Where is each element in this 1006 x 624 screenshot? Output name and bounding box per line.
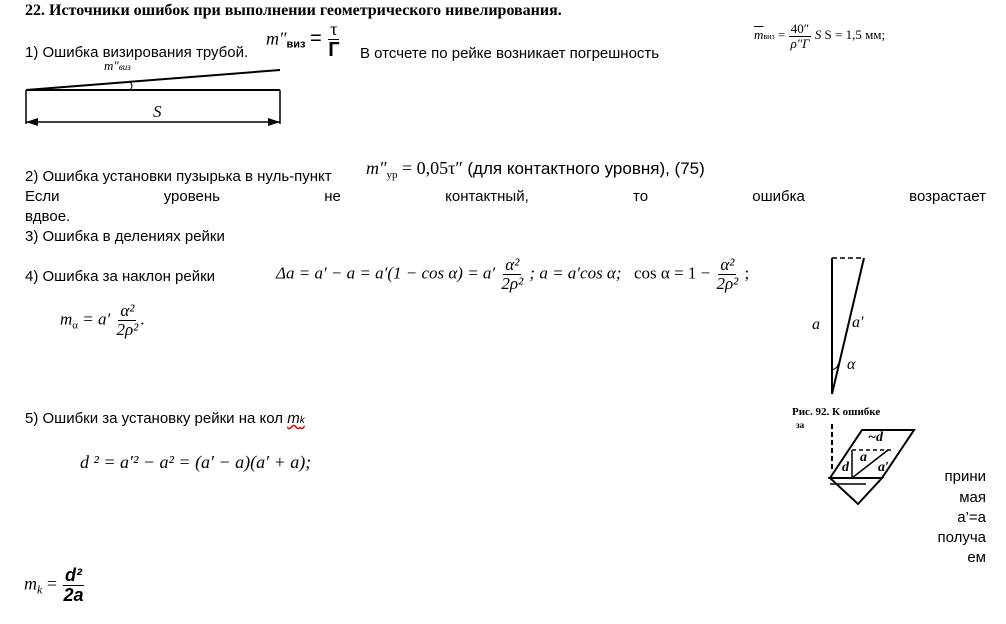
- item1-label: 1) Ошибка визирования трубой.: [25, 44, 249, 61]
- item5-formula: d ² = a′² − a² = (a′ − a)(a′ + a);: [80, 452, 312, 472]
- diagram-label-a: a: [812, 316, 820, 333]
- diagram-angle-label: m″виз: [104, 58, 131, 73]
- item1-right-formula: $\overline{m}виз$ = $\frac{40''}{\rho''Г}$ S S = 1,5 мм;: [754, 21, 886, 51]
- item2-continuation: Если уровень не контактный, то ошибка возрастает: [25, 188, 986, 205]
- side-text-1: прини: [944, 468, 986, 485]
- item2-continuation-end: вдвое.: [25, 208, 71, 225]
- diagram-label-alpha: α: [847, 356, 856, 373]
- side-text-2: мая: [959, 489, 986, 506]
- page-title: 22. Источники ошибок при выполнении геометрического нивелирования.: [25, 2, 562, 19]
- diagram-base-label: S: [153, 102, 162, 121]
- diagram-label-a-prime: a′: [852, 314, 864, 331]
- item4-formula2: cos α = 1 − $\frac{\text{α²}}{\text{2ρ²}}$ ;: [634, 255, 750, 293]
- fig-label-d: d: [842, 460, 849, 475]
- item1-formula: m″виз = $\frac{\tau}{Г}$: [266, 19, 340, 61]
- side-text-3: a’=a: [957, 509, 986, 526]
- item4-formula3: $m_\alpha = a'$ $\frac{\text{α²}}{\text{2ρ²}}$ .: [60, 301, 145, 339]
- final-formula: $m_k$ = $\frac{\text{d²}}{2a}$: [24, 565, 84, 605]
- item3-label: 3) Ошибка в делениях рейки: [25, 228, 225, 245]
- fig-caption-line1: Рис. 92. К ошибке: [792, 406, 881, 418]
- angle-arc: [130, 82, 132, 90]
- item4-label: 4) Ошибка за наклон рейки: [25, 268, 216, 285]
- fig-label-a-prime: a′: [878, 460, 889, 475]
- side-text-4: получа: [937, 529, 986, 546]
- base-arrow-left: [26, 118, 38, 126]
- sight-line-inclined: [26, 70, 280, 90]
- item2-label: 2) Ошибка установки пузырька в нуль-пункт: [25, 168, 332, 185]
- peg-body: [830, 478, 882, 504]
- item1-text: В отсчете по рейке возникает погрешность: [360, 45, 660, 62]
- item4-formula1: Δa = a′ − a = a′(1 − cos α) = a′ $\frac{\text{α²}}{\text{2ρ²}}$ ; a = a′cos α;: [276, 255, 622, 293]
- fig-label-d-top: ~d: [868, 430, 883, 445]
- fig-caption-line2: за: [796, 420, 805, 430]
- base-arrow-right: [268, 118, 280, 126]
- item2-formula: $m''_{ур} = 0,05\tau''$ (для контактного уровня), (75): [366, 158, 705, 181]
- item5-label: 5) Ошибки за установку рейки на кол mk: [25, 410, 305, 427]
- side-text-5: ем: [967, 549, 986, 566]
- fig-label-a: a: [860, 450, 867, 465]
